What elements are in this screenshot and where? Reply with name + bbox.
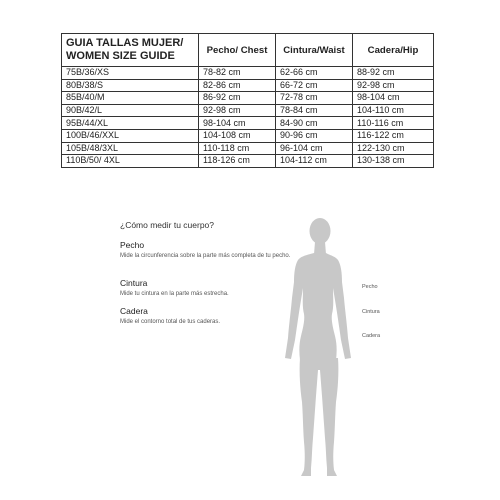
hip-cell: 92-98 cm: [353, 79, 434, 92]
chest-guide-title: Pecho: [120, 240, 145, 250]
size-guide-table: [61, 33, 434, 168]
column-header-chest: Pecho/ Chest: [199, 34, 276, 67]
table-title-line2: WOMEN SIZE GUIDE: [66, 50, 175, 62]
table-title: [62, 34, 199, 67]
table-row: [62, 67, 434, 80]
table-header-row: [62, 34, 434, 67]
hip-cell: 110-116 cm: [353, 117, 434, 130]
chest-cell: 118-126 cm: [199, 155, 276, 168]
hip-cell: 122-130 cm: [353, 142, 434, 155]
waist-cell: 90-96 cm: [276, 129, 353, 142]
measure-guide-question: ¿Cómo medir tu cuerpo?: [120, 220, 215, 230]
table-row: [62, 117, 434, 130]
table-row: [62, 155, 434, 168]
waist-cell: 84-90 cm: [276, 117, 353, 130]
hip-cell: 130-138 cm: [353, 155, 434, 168]
waist-guide-title: Cintura: [120, 278, 148, 288]
table-row: [62, 79, 434, 92]
legs-shape: [300, 358, 339, 476]
figure-label-hip: Cadera: [362, 333, 381, 339]
figure-label-chest: Pecho: [362, 284, 378, 290]
size-cell: 90B/42/L: [62, 104, 199, 117]
head-shape: [310, 218, 331, 244]
table-row: [62, 129, 434, 142]
chest-cell: 78-82 cm: [199, 67, 276, 80]
size-cell: 75B/36/XS: [62, 67, 199, 80]
waist-cell: 96-104 cm: [276, 142, 353, 155]
size-cell: 85B/40/M: [62, 92, 199, 105]
torso-shape: [285, 253, 351, 360]
waist-cell: 66-72 cm: [276, 79, 353, 92]
chest-guide-description: Mide la circunferencia sobre la parte más completa de tu pecho.: [120, 253, 291, 259]
hip-guide-title: Cadera: [120, 306, 148, 316]
hip-cell: 116-122 cm: [353, 129, 434, 142]
size-cell: 100B/46/XXL: [62, 129, 199, 142]
chest-cell: 98-104 cm: [199, 117, 276, 130]
hip-cell: 98-104 cm: [353, 92, 434, 105]
column-header-hip: Cadera/Hip: [353, 34, 434, 67]
size-cell: 80B/38/S: [62, 79, 199, 92]
table-row: [62, 142, 434, 155]
chest-cell: 92-98 cm: [199, 104, 276, 117]
chest-cell: 86-92 cm: [199, 92, 276, 105]
chest-cell: 82-86 cm: [199, 79, 276, 92]
size-cell: 105B/48/3XL: [62, 142, 199, 155]
chest-cell: 104-108 cm: [199, 129, 276, 142]
chest-cell: 110-118 cm: [199, 142, 276, 155]
table-row: [62, 92, 434, 105]
waist-cell: 62-66 cm: [276, 67, 353, 80]
body-silhouette: [270, 210, 370, 480]
column-header-waist: Cintura/Waist: [276, 34, 353, 67]
size-cell: 110B/50/ 4XL: [62, 155, 199, 168]
size-cell: 95B/44/XL: [62, 117, 199, 130]
table-title-line1: GUIA TALLAS MUJER/: [66, 37, 184, 49]
waist-cell: 72-78 cm: [276, 92, 353, 105]
waist-guide-description: Mide tu cintura en la parte más estrecha.: [120, 291, 229, 297]
hip-cell: 88-92 cm: [353, 67, 434, 80]
hip-cell: 104-110 cm: [353, 104, 434, 117]
figure-label-waist: Cintura: [362, 309, 380, 315]
waist-cell: 78-84 cm: [276, 104, 353, 117]
neck-shape: [314, 242, 326, 254]
hip-guide-description: Mide el contorno total de tus caderas.: [120, 319, 221, 325]
waist-cell: 104-112 cm: [276, 155, 353, 168]
table-row: [62, 104, 434, 117]
